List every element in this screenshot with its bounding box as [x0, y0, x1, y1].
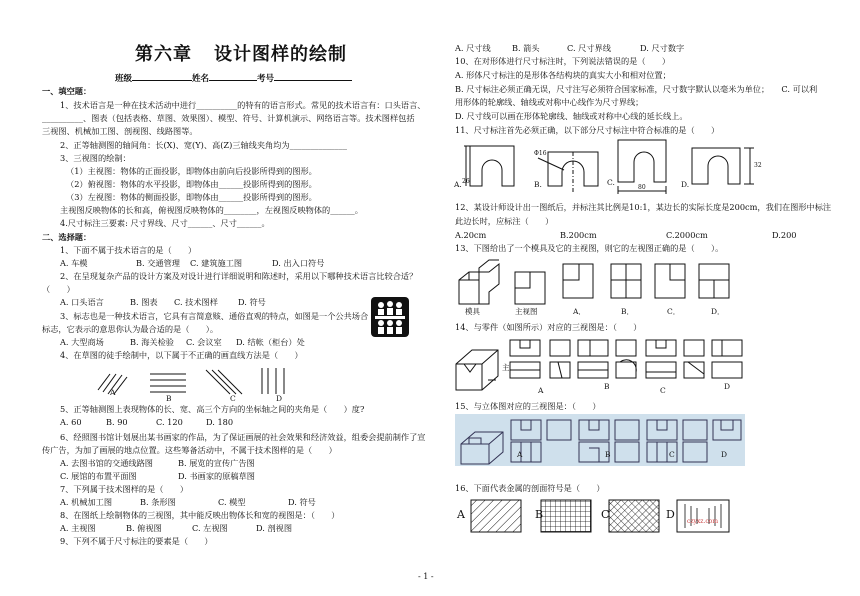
class-label: 班级 [115, 74, 133, 84]
choice-3-option-c: C. 会议室 [186, 337, 222, 347]
choice-6-option-c: C. 展馆的布置平面图 [60, 471, 137, 481]
choice-10-option-a: A. 形体尺寸标注的是形体各结构块的真实大小和相对位置； [455, 70, 671, 80]
choice-12-option-a: A.20cm [455, 230, 487, 240]
question-3-front-view: （1）主视图：物体的正面投影，即物体由前向后投影所得到的图形。 [66, 166, 317, 176]
choice-3-option-b: B. 海关检验 [130, 337, 174, 347]
choice-15: 15、与立体图对应的三视图是：（ ） [455, 401, 601, 411]
dim-option-a: A. [454, 180, 462, 189]
solid-views-figure [455, 414, 745, 466]
meeting-room-sign-icon [370, 296, 410, 338]
student-info-line [115, 71, 352, 84]
choice-8-option-a: A. 主视图 [60, 523, 96, 533]
line-option-d: D [276, 394, 283, 403]
choice-13: 13、下图给出了一个模具及它的主视图，则它的左视图正确的是（ ）。 [455, 243, 724, 253]
mold-option-d: D． [711, 307, 725, 316]
part-option-c: C [660, 386, 666, 395]
class-blank[interactable] [132, 71, 192, 81]
watermark-logo: czyxz.com [687, 518, 719, 525]
choice-12-line-1: 12、某设计师设计出一图纸后，并标注其比例是10:1，某边长的实际长度是200cm，我们在图形中标注 [455, 202, 832, 212]
dim-value-b: Φ16 [534, 150, 547, 157]
choice-14: 14、与零件（如图所示）对应的三视图是：（ ） [455, 322, 642, 332]
choice-4: 4、在草图的徒手绘制中，以下属于不正确的画直线方法是（ ） [60, 350, 303, 360]
choice-7-option-b: B. 条形图 [140, 497, 176, 507]
question-4: 4.尺寸标注三要素: 尺寸界线、尺寸______、尺寸______。 [60, 218, 270, 228]
choice-7-option-d: D. 符号 [288, 497, 316, 507]
solid-option-b: B [605, 450, 611, 459]
choice-10-option-c-cont: 用形体的轮廓线、轴线或对称中心线作为尺寸界线； [455, 97, 644, 107]
solid-option-d: D [721, 450, 728, 459]
dim-value-a: 26 [462, 178, 470, 185]
choice-12-option-c: C.2000cm [666, 230, 708, 240]
number-label: 考号 [257, 74, 275, 84]
choice-1-option-d: D. 出入口符号 [272, 258, 325, 268]
solid-option-c: C [669, 450, 675, 459]
line-option-a: A [110, 388, 116, 397]
choice-5-option-b: B. 90 [106, 417, 128, 427]
choice-9-option-d: D. 尺寸数字 [640, 43, 685, 53]
choice-8: 8、在图纸上绘制物体的三视图，其中能反映出物体长和宽的视图是：（ ） [60, 510, 340, 520]
mold-option-a: A． [573, 307, 586, 316]
section-symbols-figure [455, 496, 745, 536]
choice-12-line-2: 此边长时，应标注（ ） [455, 216, 554, 226]
choice-11: 11、尺寸标注首先必须正确，以下部分尺寸标注中符合标准的是（ ） [455, 125, 720, 135]
choice-7: 7、下列属于技术图样的是（ ） [60, 484, 189, 494]
choice-9-option-c: C. 尺寸界线 [567, 43, 611, 53]
page-number: - 1 - [418, 572, 434, 581]
front-arrow-label: 主 [502, 363, 510, 372]
line-option-c: C [230, 394, 236, 403]
choice-2-option-b: B. 图表 [130, 297, 158, 307]
choice-10: 10、在对形体进行尺寸标注时，下列说法错误的是（ ） [455, 56, 671, 66]
choice-3-option-a: A. 大型商场 [60, 337, 104, 347]
question-2: 2、正等轴测图的轴间角：长(X)、宽(Y)、高(Z)三轴线夹角均为______________ [60, 140, 347, 150]
choice-2-option-c: C. 技术图样 [174, 297, 218, 307]
question-3-side-view: （3）左视图：物体的侧面投影，即物体由______投影所得到的图形。 [66, 192, 317, 202]
front-view-label: 主视图 [515, 307, 538, 316]
question-3: 3、三视图的绘制： [60, 153, 131, 163]
mold-option-c: C． [667, 307, 681, 316]
chapter-label: 第六章 [135, 44, 192, 65]
choice-6-option-d: D. 书画家的原稿草图 [178, 471, 255, 481]
choice-3-option-d: D. 结帐（柜台）处 [236, 337, 305, 347]
solid-option-a: A [517, 450, 523, 459]
chapter-title: 设计图样的绘制 [214, 44, 347, 65]
freehand-lines-figure [90, 364, 320, 403]
choice-12-option-d: D.200 [772, 230, 797, 240]
choice-9-option-b: B. 箭头 [512, 43, 540, 53]
number-blank[interactable] [274, 71, 352, 81]
choice-6-line-2: 传广告，为加了画展的地点位置。这些筹备活动中，不属于技术图样的是（ ） [42, 445, 337, 455]
choice-6-option-a: A. 去图书馆的交通线路图 [60, 458, 153, 468]
choice-5: 5、正等轴测图上表现物体的长、宽、高三个方向的坐标轴之间的夹角是（ ）度? [60, 404, 365, 414]
section-choice: 二、选择题： [42, 232, 92, 242]
choice-5-option-c: C. 120 [156, 417, 183, 427]
choice-2-option-d: D. 符号 [238, 297, 266, 307]
part-views-figure [450, 336, 750, 398]
choice-3-line-2: 标志，它表示的意思你认为最合适的是（ ）。 [42, 324, 219, 334]
choice-8-option-b: B. 俯视图 [126, 523, 162, 533]
name-blank[interactable] [209, 71, 257, 81]
choice-8-option-c: C. 左视图 [192, 523, 228, 533]
mold-option-b: B． [621, 307, 635, 316]
hatch-option-a: A [457, 508, 465, 521]
choice-2-option-a: A. 口头语言 [60, 297, 104, 307]
choice-16: 16、下面代表金属的剖面符号是（ ） [455, 483, 605, 493]
part-option-b: B [604, 382, 610, 391]
name-label: 姓名 [192, 74, 210, 84]
choice-5-option-a: A. 60 [60, 417, 82, 427]
choice-10-option-d: D. 尺寸线可以画在形体轮廓线、轴线或对称中心线的延长线上。 [455, 111, 688, 121]
choice-1: 1、下面不属于技术语言的是（ ） [60, 245, 197, 255]
hatch-option-d: D [666, 508, 675, 521]
dim-option-c: C. [607, 178, 615, 187]
choice-10-option-b: B. 尺寸标注必须正确无误，尺寸注写必须符合国家标准，尺寸数字默认以毫米为单位； C. 可以利 [455, 84, 818, 94]
choice-2-line-1: 2、在呈现复杂产品的设计方案及对设计进行详细说明和陈述时，采用以下哪种技术语言比较合适？ [60, 271, 418, 281]
choice-1-option-a: A. 车模 [60, 258, 88, 268]
choice-1-option-b: B. 交通管理 [136, 258, 180, 268]
part-option-a: A [538, 386, 544, 395]
choice-2-line-2: （ ） [42, 284, 75, 294]
choice-7-option-a: A. 机械加工图 [60, 497, 113, 507]
hatch-option-b: B [535, 508, 544, 521]
choice-9: 9、下列不属于尺寸标注的要素是（ ） [60, 536, 213, 546]
choice-9-option-a: A. 尺寸线 [455, 43, 491, 53]
choice-6-option-b: B. 展览的宣传广告图 [178, 458, 255, 468]
dimension-figures [452, 136, 782, 198]
mold-label: 模具 [465, 307, 480, 316]
dim-value-d: 32 [754, 162, 762, 169]
choice-3-line-1: 3、标志也是一种技术语言，它具有言简意赅、通俗直观的特点，如图是一个公共场合 [60, 311, 369, 321]
hatch-option-c: C [601, 508, 610, 521]
line-option-b: B [166, 394, 172, 403]
choice-6-line-1: 6、经照图书馆计划展出某书画家的作品，为了保证画展的社会效果和经济效益，组委会提前制作了宣 [60, 432, 426, 442]
question-1-line-3: 三视图、机械加工图、剖视图、线路图等。 [42, 126, 198, 136]
dim-option-d: D. [681, 180, 690, 189]
section-fill-in: 一、填空题： [42, 86, 92, 96]
question-3-top-view: （2）俯视图：物体的水平投影，即物体由______投影所得到的图形。 [66, 179, 317, 189]
mold-views-figure [455, 258, 755, 316]
part-option-d: D [724, 382, 731, 391]
question-1-line-1: 1、技术语言是一种在技术活动中进行__________的特有的语言形式。常见的技术语言有：口头语言、 [60, 100, 426, 110]
question-1-line-2: __________、图表（包括表格、草图、效果图）、模型、符号、计算机演示、网络语言等。技术图样包括 [42, 113, 415, 123]
page-title [135, 40, 347, 66]
dim-option-b: B. [534, 180, 542, 189]
choice-5-option-d: D. 180 [206, 417, 234, 427]
dim-value-c: 80 [638, 184, 646, 191]
choice-12-option-b: B.200cm [560, 230, 597, 240]
choice-1-option-c: C. 建筑施工图 [190, 258, 243, 268]
question-3-summary: 主视图反映物体的长和高，俯视图反映物体的________，左视图反映物体的______。 [60, 205, 363, 215]
choice-7-option-c: C. 模型 [218, 497, 246, 507]
choice-8-option-d: D. 剖视图 [256, 523, 293, 533]
